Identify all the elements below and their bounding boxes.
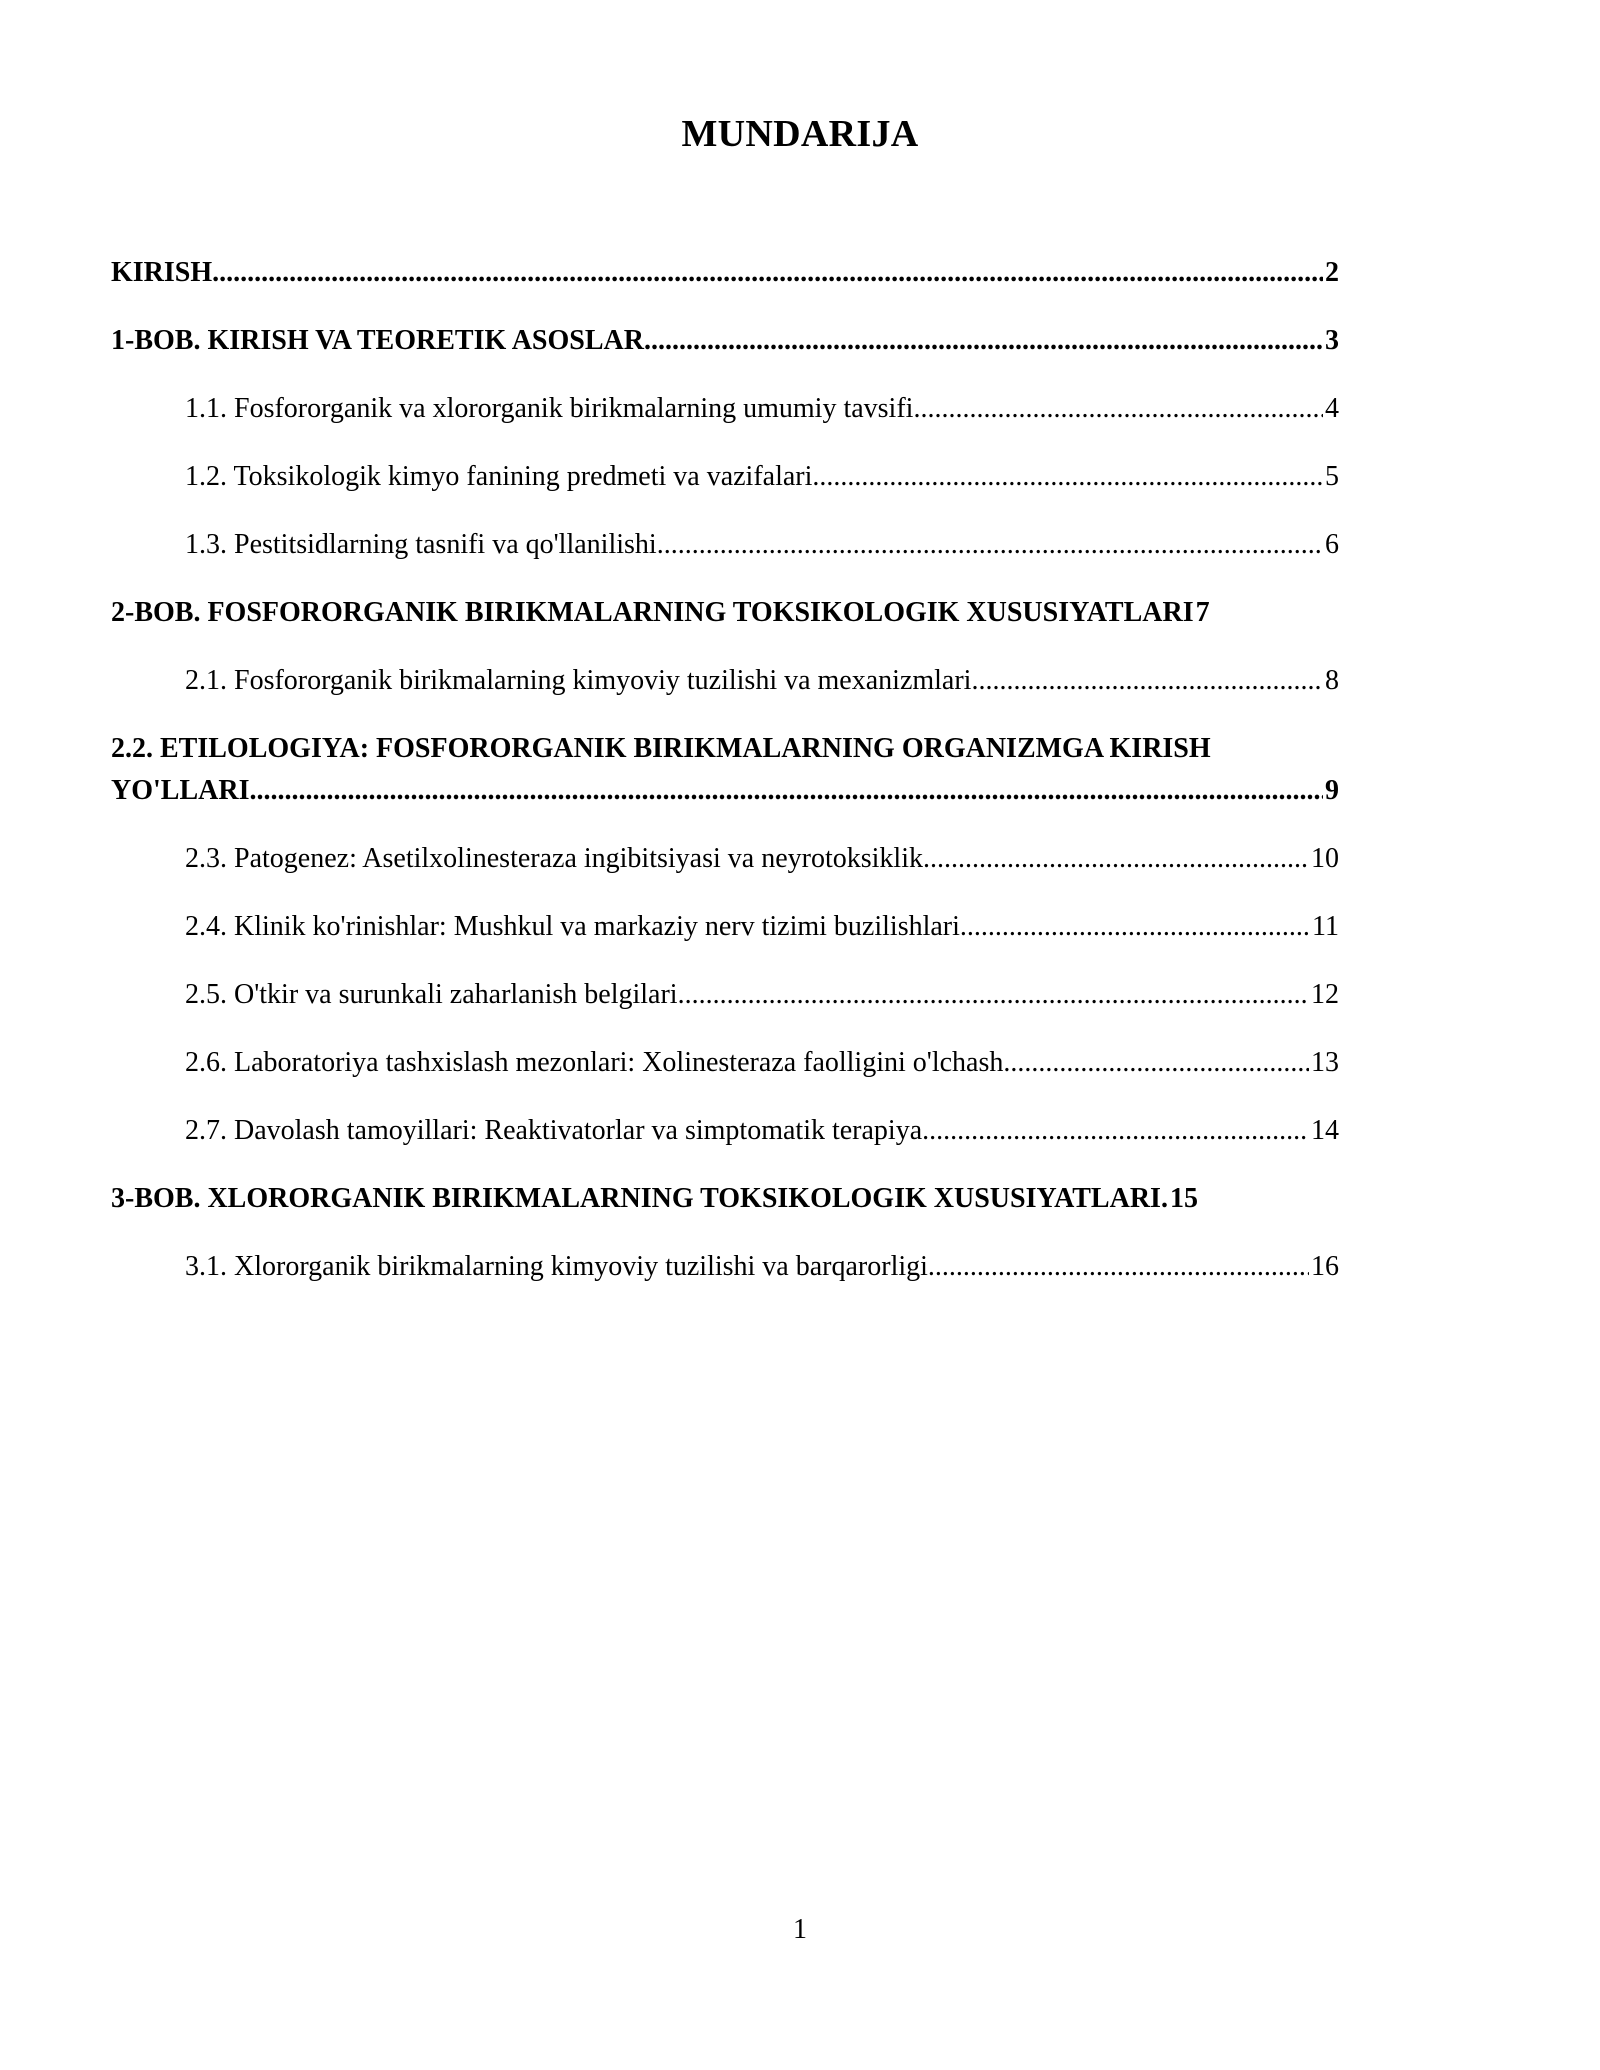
toc-entry-section-3-1[interactable] bbox=[185, 1246, 1339, 1288]
toc-entry-label: 2.7. Davolash tamoyillari: Reaktivatorlar va simptomatik terapiya bbox=[185, 1115, 923, 1146]
toc-entry-page: 16 bbox=[1311, 1251, 1339, 1282]
toc-entry-section-1-3[interactable] bbox=[185, 524, 1339, 566]
toc-entry-section-2-7[interactable] bbox=[185, 1110, 1339, 1152]
toc-entry-label: KIRISH bbox=[111, 257, 213, 288]
toc-leader-dots bbox=[678, 974, 1309, 1016]
toc-leader-dots bbox=[913, 388, 1323, 430]
toc-leader-dots bbox=[928, 1246, 1309, 1288]
toc-leader-dots bbox=[922, 1110, 1309, 1152]
toc-entry-page: 10 bbox=[1311, 843, 1339, 874]
toc-leader-dots bbox=[1003, 1042, 1309, 1084]
toc-entry-section-2-5[interactable] bbox=[185, 974, 1339, 1016]
toc-entry-section-2-4[interactable] bbox=[185, 906, 1339, 948]
toc-entry-page: 14 bbox=[1311, 1115, 1339, 1146]
toc-leader-dots bbox=[960, 906, 1310, 948]
toc-entry-page: 2 bbox=[1325, 257, 1339, 288]
toc-entry-section-2-2[interactable] bbox=[111, 728, 1339, 812]
toc-entry-section-1-1[interactable] bbox=[185, 388, 1339, 430]
toc-entry-label: 1.2. Toksikologik kimyo fanining predmeti va vazifalari bbox=[185, 461, 813, 492]
toc-entry-label-line1: 2.2. ETILOLOGIYA: FOSFORORGANIK BIRIKMALARNING ORGANIZMGA KIRISH bbox=[111, 733, 1211, 764]
toc-leader-dots bbox=[657, 524, 1323, 566]
toc-entry-section-2-3[interactable] bbox=[185, 838, 1339, 880]
toc-leader-dots bbox=[812, 456, 1323, 498]
page-title: MUNDARIJA bbox=[681, 113, 919, 155]
toc-entry-label: 2.3. Patogenez: Asetilxolinesteraza ingibitsiyasi va neyrotoksiklik bbox=[185, 843, 923, 874]
toc-entry-chapter-2[interactable] bbox=[111, 592, 1339, 634]
toc-entry-label: 1-BOB. KIRISH VA TEORETIK ASOSLAR bbox=[111, 325, 644, 356]
toc-entry-chapter-3[interactable] bbox=[111, 1178, 1339, 1220]
toc-entry-page: 12 bbox=[1311, 979, 1339, 1010]
toc-entry-label: 2.1. Fosfororganik birikmalarning kimyoviy tuzilishi va mexanizmlari bbox=[185, 665, 972, 696]
toc-entry-section-2-1[interactable] bbox=[185, 660, 1339, 702]
toc-entry-label: 2.5. O'tkir va surunkali zaharlanish belgilari bbox=[185, 979, 678, 1010]
toc-leader-dots bbox=[971, 660, 1323, 702]
toc-entry-section-1-2[interactable] bbox=[185, 456, 1339, 498]
toc-entry-page: 6 bbox=[1325, 529, 1339, 560]
toc-entry-page: 9 bbox=[1325, 775, 1339, 806]
toc-entry-label-line2: YO'LLARI bbox=[111, 775, 250, 806]
toc-entry-label: 2-BOB. FOSFORORGANIK BIRIKMALARNING TOKSIKOLOGIK XUSUSIYATLARI bbox=[111, 597, 1194, 628]
toc-entry-label: 2.4. Klinik ko'rinishlar: Mushkul va markaziy nerv tizimi buzilishlari bbox=[185, 911, 960, 942]
toc-leader-dots bbox=[923, 838, 1309, 880]
toc-entry-label: 2.6. Laboratoriya tashxislash mezonlari: Xolinesteraza faolligini o'lchash bbox=[185, 1047, 1004, 1078]
toc-entry-page: 4 bbox=[1325, 393, 1339, 424]
toc-leader-dots bbox=[644, 320, 1323, 362]
toc-entry-page: 8 bbox=[1325, 665, 1339, 696]
page-number: 1 bbox=[793, 1914, 807, 1945]
toc-entry-chapter-1[interactable] bbox=[111, 320, 1339, 362]
toc-leader-dots bbox=[249, 770, 1323, 812]
toc-entry-page: 3 bbox=[1325, 325, 1339, 356]
toc-entry-section-2-6[interactable] bbox=[185, 1042, 1339, 1084]
toc-leader-dots bbox=[212, 252, 1323, 294]
toc-entry-label: 3-BOB. XLORORGANIK BIRIKMALARNING TOKSIKOLOGIK XUSUSIYATLARI. bbox=[111, 1183, 1168, 1214]
toc-entry-label: 1.1. Fosfororganik va xlororganik birikmalarning umumiy tavsifi bbox=[185, 393, 914, 424]
toc-entry-page: 5 bbox=[1325, 461, 1339, 492]
toc-entry-page: 15 bbox=[1169, 1183, 1198, 1214]
toc-entry-label: 1.3. Pestitsidlarning tasnifi va qo'llanilishi bbox=[185, 529, 657, 560]
toc-entry-label: 3.1. Xlororganik birikmalarning kimyoviy tuzilishi va barqarorligi bbox=[185, 1251, 928, 1282]
table-of-contents bbox=[111, 252, 1339, 1314]
toc-entry-page: 13 bbox=[1311, 1047, 1339, 1078]
toc-entry-page: 7 bbox=[1195, 597, 1210, 628]
toc-entry-kirish[interactable] bbox=[111, 252, 1339, 294]
toc-entry-page: 11 bbox=[1312, 911, 1339, 942]
